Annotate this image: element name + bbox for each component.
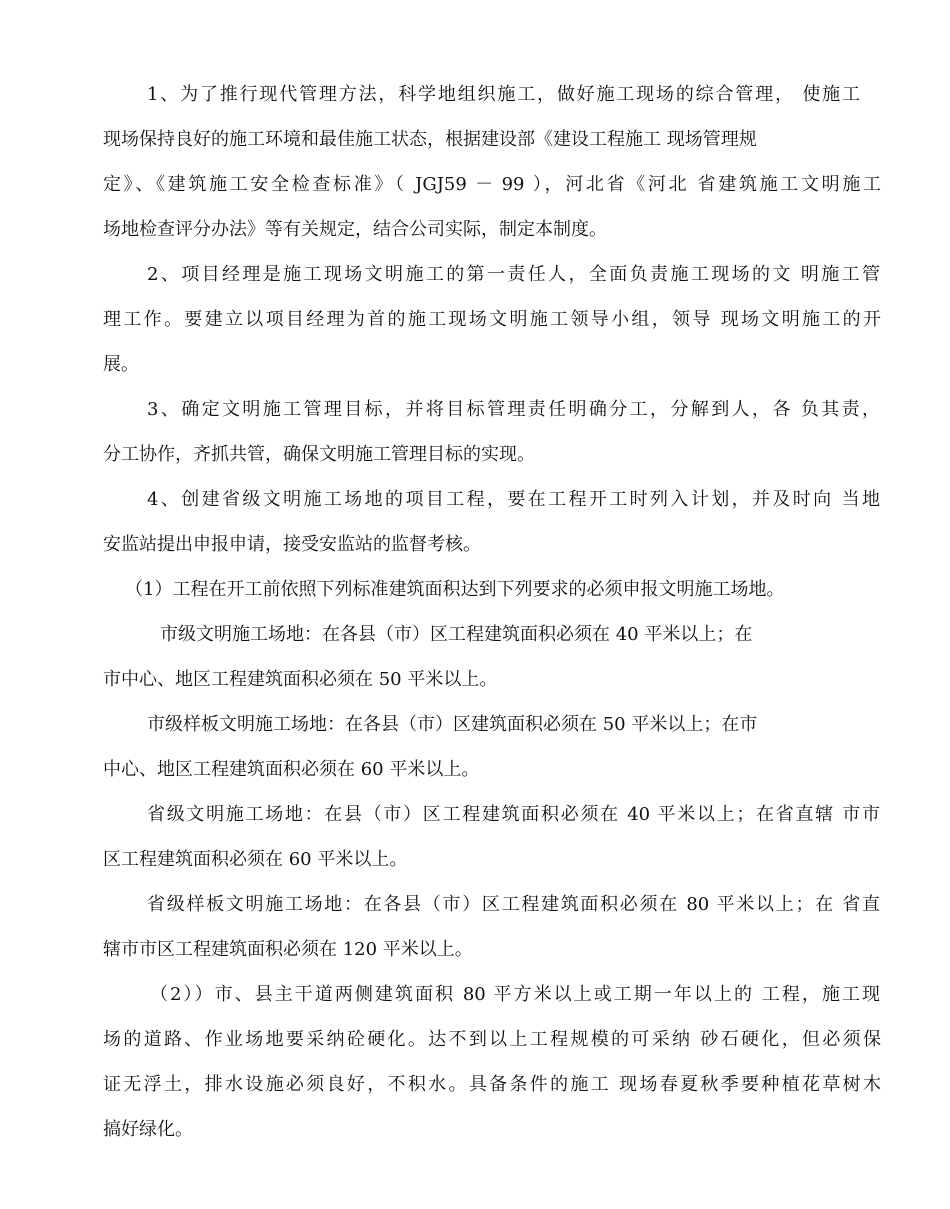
province-model-site-line-2: 辖市市区工程建筑面积必须在 120 平米以上。 xyxy=(103,939,473,960)
province-model-site-line-1: 省级样板文明施工场地：在各县（市）区工程建筑面积必须在 80 平米以上；在 省直 xyxy=(147,894,880,915)
paragraph-3-line-1: 3、确定文明施工管理目标，并将目标管理责任明确分工，分解到人，各 负其责， xyxy=(147,399,880,420)
city-model-site-line-2: 中心、地区工程建筑面积必须在 60 平米以上。 xyxy=(103,759,480,780)
item-2-line-4: 搞好绿化。 xyxy=(103,1119,193,1140)
province-site-line-1: 省级文明施工场地：在县（市）区工程建筑面积必须在 40 平米以上；在省直辖 市市 xyxy=(147,804,880,825)
item-2-line-1: （2））市、县主干道两侧建筑面积 80 平方米以上或工期一年以上的 工程，施工现 xyxy=(150,984,880,1005)
paragraph-1-line-1: 1、为了推行现代管理方法，科学地组织施工，做好施工现场的综合管理， 使施工 xyxy=(147,84,860,105)
province-site-line-2: 区工程建筑面积必须在 60 平米以上。 xyxy=(103,849,408,870)
paragraph-1-line-3: 定》、《建筑施工安全检查标准》（ JGJ59 － 99 ），河北省《河北 省建筑施工文明施工 xyxy=(103,174,881,195)
item-2-line-2: 场的道路、作业场地要采纳砼硬化。达不到以上工程规模的可采纳 砂石硬化，但必须保 xyxy=(103,1029,881,1050)
paragraph-2-line-3: 展。 xyxy=(103,354,139,375)
paragraph-1-line-4: 场地检查评分办法》等有关规定，结合公司实际，制定本制度。 xyxy=(103,219,607,240)
paragraph-3-line-2: 分工协作，齐抓共管，确保文明施工管理目标的实现。 xyxy=(103,444,535,465)
paragraph-2-line-2: 理工作。要建立以项目经理为首的施工现场文明施工领导小组，领导 现场文明施工的开 xyxy=(103,309,881,330)
item-2-line-3: 证无浮土，排水设施必须良好，不积水。具备条件的施工 现场春夏秋季要种植花草树木 xyxy=(103,1074,881,1095)
city-model-site-line-1: 市级样板文明施工场地：在各县（市）区建筑面积必须在 50 平米以上；在市 xyxy=(147,714,758,735)
city-site-line-2: 市中心、地区工程建筑面积必须在 50 平米以上。 xyxy=(103,669,498,690)
city-site-line-1: 市级文明施工场地：在各县（市）区工程建筑面积必须在 40 平米以上；在 xyxy=(160,624,753,645)
paragraph-4-line-1: 4、创建省级文明施工场地的项目工程，要在工程开工时列入计划，并及时向 当地 xyxy=(147,489,880,510)
paragraph-1-line-2: 现场保持良好的施工环境和最佳施工状态，根据建设部《建设工程施工 现场管理规 xyxy=(103,129,757,150)
paragraph-2-line-1: 2、项目经理是施工现场文明施工的第一责任人，全面负责施工现场的文 明施工管 xyxy=(147,264,880,285)
paragraph-4-line-2: 安监站提出申报申请，接受安监站的监督考核。 xyxy=(103,534,481,555)
item-1-heading: （1）工程在开工前依照下列标准建筑面积达到下列要求的必须申报文明施工场地。 xyxy=(125,579,785,600)
